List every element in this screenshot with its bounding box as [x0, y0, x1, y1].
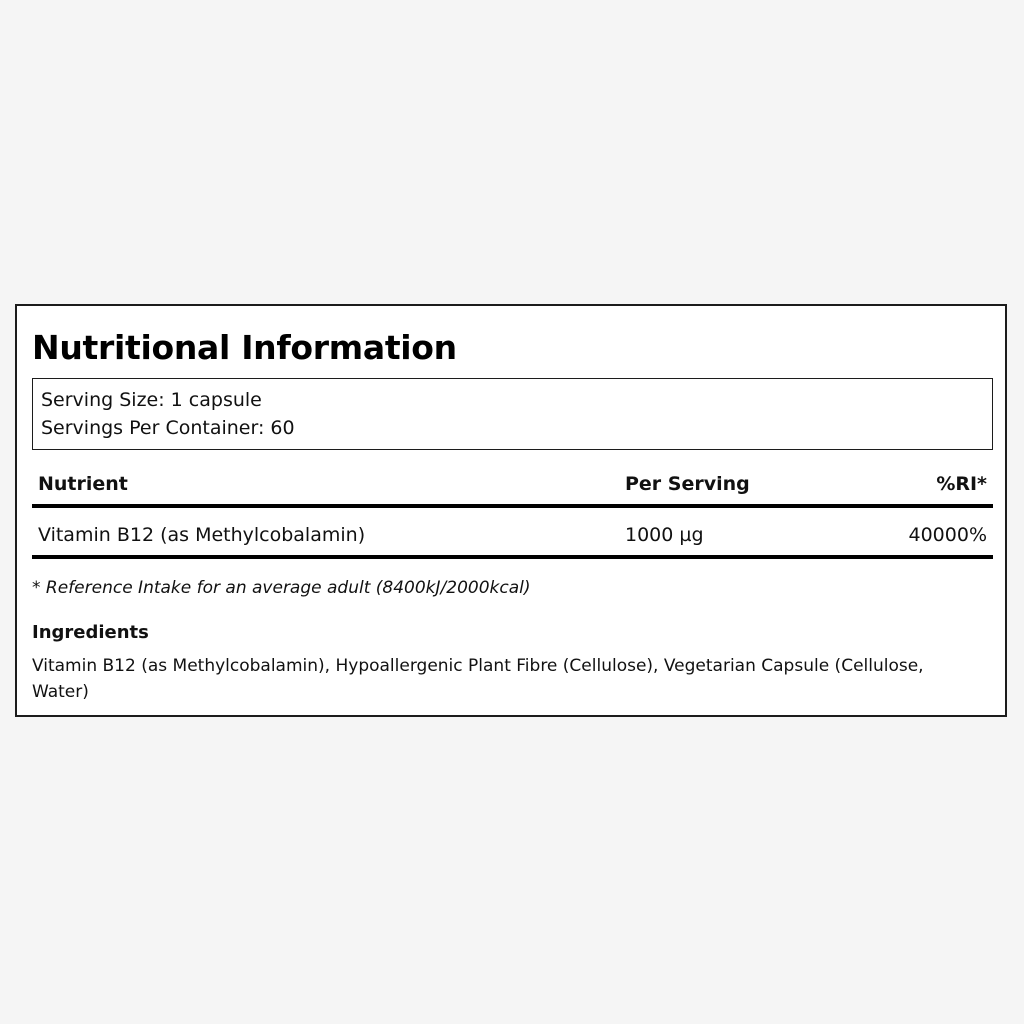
header-per-serving: Per Serving	[625, 473, 750, 495]
ingredients-heading: Ingredients	[32, 622, 149, 643]
serving-info-box	[32, 378, 993, 450]
table-bottom-divider	[32, 555, 993, 559]
row-per-serving-cell: 1000 µg	[625, 524, 704, 546]
serving-size: Serving Size: 1 capsule	[41, 389, 262, 411]
ingredients-text: Vitamin B12 (as Methylcobalamin), Hypoallergenic Plant Fibre (Cellulose), Vegetarian Capsule (Cellulose, Water)	[32, 656, 924, 702]
nutrient-table	[32, 464, 993, 562]
panel-title: Nutritional Information	[32, 328, 457, 367]
row-ri-cell: 40000%	[908, 524, 987, 546]
row-nutrient-cell: Vitamin B12 (as Methylcobalamin)	[38, 524, 366, 546]
header-nutrient: Nutrient	[38, 473, 128, 495]
reference-intake-footnote: * Reference Intake for an average adult (8400kJ/2000kcal)	[32, 578, 531, 598]
nutrition-panel	[15, 304, 1007, 717]
servings-per-container: Servings Per Container: 60	[41, 417, 295, 439]
header-ri: %RI*	[936, 473, 987, 495]
header-divider	[32, 504, 993, 508]
